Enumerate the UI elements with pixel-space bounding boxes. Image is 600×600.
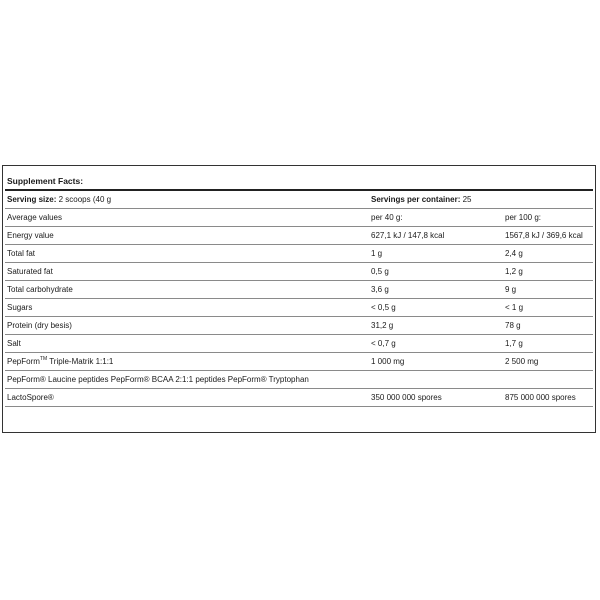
table-row bbox=[5, 227, 593, 245]
table-row bbox=[5, 263, 593, 281]
value-per-100g: 9 g bbox=[505, 285, 517, 294]
value-per-40g: 627,1 kJ / 147,8 kcal bbox=[371, 231, 445, 240]
value-per-40g: per 40 g: bbox=[371, 213, 403, 222]
serving-size bbox=[7, 191, 111, 208]
table-row bbox=[5, 317, 593, 335]
value-per-40g: < 0,5 g bbox=[371, 303, 396, 312]
pepform-note-row bbox=[5, 371, 593, 389]
value-per-40g: 0,5 g bbox=[371, 267, 389, 276]
lactospore-row bbox=[5, 389, 593, 407]
value-per-40g: < 0,7 g bbox=[371, 339, 396, 348]
table-row bbox=[5, 281, 593, 299]
value-per-100g: 1,7 g bbox=[505, 339, 523, 348]
table-row bbox=[5, 299, 593, 317]
value-per-40g: 31,2 g bbox=[371, 321, 394, 330]
table-row bbox=[5, 335, 593, 353]
nutrient-name: Total fat bbox=[7, 249, 36, 258]
value-per-100g: 1,2 g bbox=[505, 267, 523, 276]
value-per-100g: 2,4 g bbox=[505, 249, 523, 258]
nutrient-name: Total carbohydrate bbox=[7, 285, 73, 294]
value-per-40g: 3,6 g bbox=[371, 285, 389, 294]
nutrient-name: Saturated fat bbox=[7, 267, 53, 276]
nutrient-name: Protein (dry besis) bbox=[7, 321, 72, 330]
value-per-100g: < 1 g bbox=[505, 303, 524, 312]
serving-size-label: Serving size: bbox=[7, 195, 57, 204]
nutrient-name: LactoSpore® bbox=[7, 393, 54, 402]
table-row bbox=[5, 245, 593, 263]
nutrient-name: Average values bbox=[7, 213, 62, 222]
value-per-40g: 350 000 000 spores bbox=[371, 393, 442, 402]
trademark-mark: TM bbox=[39, 356, 48, 362]
pepform-name-prefix: PepForm bbox=[7, 357, 40, 366]
value-per-100g: 2 500 mg bbox=[505, 357, 539, 366]
value-per-40g: 1 000 mg bbox=[371, 357, 405, 366]
serving-row bbox=[5, 191, 593, 209]
value-per-100g: 1567,8 kJ / 369,6 kcal bbox=[505, 231, 583, 240]
servings-per-container-label: Servings per container: bbox=[371, 195, 461, 204]
value-per-40g: 1 g bbox=[371, 249, 383, 258]
serving-size-value: 2 scoops (40 g bbox=[56, 195, 112, 204]
table-row bbox=[5, 209, 593, 227]
supplement-facts-panel bbox=[2, 165, 596, 433]
pepform-note: PepForm® Laucine peptides PepForm® BCAA 2:1:1 peptides PepForm® Tryptophan bbox=[7, 375, 309, 384]
nutrient-name: Salt bbox=[7, 339, 21, 348]
nutrient-name: Energy value bbox=[7, 231, 54, 240]
servings-per-container bbox=[371, 191, 471, 208]
value-per-100g: 875 000 000 spores bbox=[505, 393, 576, 402]
servings-per-container-value: 25 bbox=[460, 195, 472, 204]
value-per-100g: per 100 g: bbox=[505, 213, 542, 222]
nutrient-name bbox=[7, 353, 113, 370]
nutrient-name: Sugars bbox=[7, 303, 33, 312]
pepform-row bbox=[5, 353, 593, 371]
pepform-name-suffix: Triple-Matrik 1:1:1 bbox=[47, 357, 114, 366]
value-per-100g: 78 g bbox=[505, 321, 521, 330]
panel-title: Supplement Facts: bbox=[7, 176, 84, 186]
